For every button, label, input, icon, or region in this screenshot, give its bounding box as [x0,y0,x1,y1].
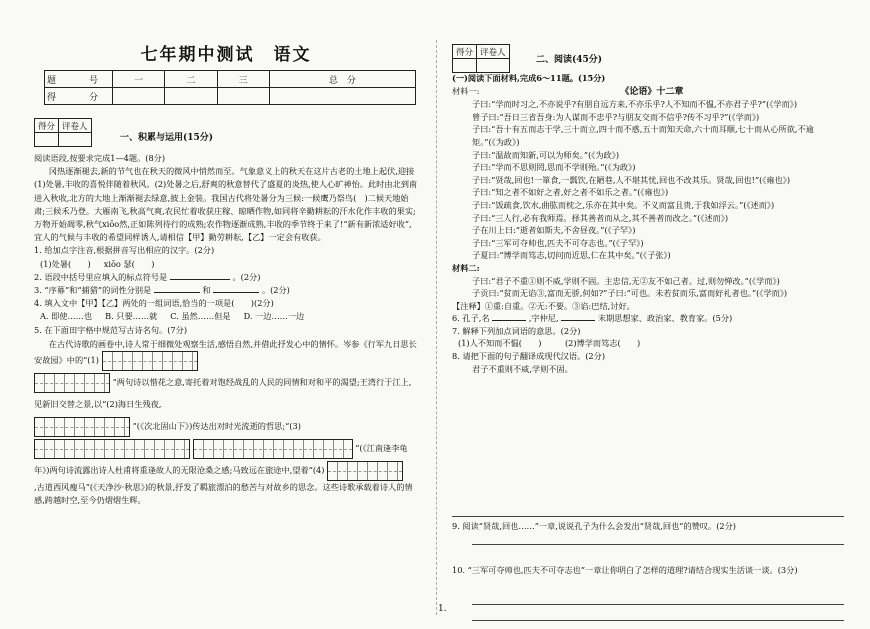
poem-text: ”(《次北固山下》)传达出对时光流逝的哲思;“(3) [132,420,301,431]
analects-item: 子曰:“学而时习之,不亦说乎?有朋自远方来,不亦乐乎?人不知而不愠,不亦君子乎?”(《学而》) [472,99,798,110]
score-table-header: 一 [113,71,165,88]
question-3-mid: 和 [202,285,211,296]
score-table [44,70,416,105]
grader-name-label: 评卷人 [477,45,510,59]
analects-item: 子曰:“贤哉,回也!一箪食,一瓢饮,在陋巷,人不堪其忧,回也不改其乐。贤哉,回也!”(《雍也》) [472,174,791,185]
question-3-tail: 。(2分) [261,285,290,296]
q7-item[interactable]: (1)人不知而不愠( ) [458,338,542,349]
analects-item: 子曰:“温故而知新,可以为师矣。”(《为政》) [472,149,620,160]
answer-line[interactable] [472,604,844,605]
answer-blank[interactable] [170,271,230,280]
score-cell[interactable] [217,88,269,105]
notes: 【注释】①重:自重。②无:不要。③谄:巴结,讨好。 [452,300,635,311]
question-5: 5. 在下面田字格中规范写古诗名句。(7分) [34,324,188,335]
question-9: 9. 阅读“贤哉,回也……”一章,说说孔子为什么会发出“贤哉,回也”的赞叹。(2分) [452,521,737,531]
analects-item: 曾子曰:“吾日三省吾身:为人谋而不忠乎?与朋友交而不信乎?传不习乎?”(《学而》) [472,111,760,122]
answer-blank[interactable] [561,312,595,321]
material2-label: 材料二: [452,262,480,273]
answer-line[interactable] [472,544,844,545]
score-cell[interactable] [269,88,415,105]
right-column [452,40,844,620]
section2-title: 二、阅读(45分) [536,55,603,65]
reading-intro: 阅读语段,按要求完成1—4题。(8分) [34,153,166,163]
question-4: 4. 填入文中【甲】【乙】两处的一组词语,恰当的一项是( )(2分) [34,298,274,309]
poem-paragraph-1 [34,337,418,371]
question-7-items [452,337,844,350]
writing-grid[interactable] [34,439,190,459]
answer-line[interactable] [472,620,844,621]
q1-item[interactable]: xiōo 瑟( ) [103,258,155,269]
left-column [34,40,418,620]
question-1-items [34,258,418,271]
q7-item[interactable]: (2)博学而笃志( ) [564,338,641,349]
poem-text: ”(《江南逢李龟年》)两句诗流露出诗人杜甫将重逢故人的无限沧桑之感;马致远在旅途中,望着“(4) [34,442,408,475]
question-3-text: 3. “序幕”和“捕猎”的词性分别是 [34,285,152,296]
score-cell[interactable] [113,88,165,105]
question-3 [34,284,418,297]
question-8-sentence: 君子不重则不威,学则不固。 [472,363,573,374]
answer-blank[interactable] [213,284,259,293]
poem-paragraph-4 [34,437,418,481]
analects-item: 子曰:“三人行,必有我师焉。择其善者而从之,其不善者而改之。”(《述而》) [472,212,729,223]
material2-item: 子曰:“君子不重①则不威,学则不固。主忠信,无②友不如己者。过,则勿惮改。”(《学而》) [472,275,780,286]
option-b[interactable]: B. 只要……就 [105,311,158,322]
grader-score-label: 得分 [453,45,477,59]
column-divider [436,40,437,615]
analects-item: 子曰:“知之者不如好之者,好之者不如乐之者。”(《雍也》) [472,187,669,198]
exam-title: 七年期中测试 语文 [140,45,312,65]
section2-subtitle: (一)阅读下面材料,完成6～11题。(15分) [452,73,606,83]
grader-name-label: 评卷人 [59,119,92,133]
question-7: 7. 解释下列加点词语的意思。(2分) [452,325,581,336]
grader-score-label: 得分 [35,119,59,133]
writing-grid[interactable] [327,461,403,481]
score-row-label: 得 分 [45,88,113,105]
poem-paragraph-5: ,古道西风瘦马”(《天净沙·秋思》)的秋景,抒发了羁旅漂泊的愁苦与对故乡的思念。这些诗歌承载着诗人的情感,跨越时空,至今仍熠熠生辉。 [34,481,413,506]
writing-grid[interactable] [102,351,198,371]
grader-name-cell[interactable] [477,59,510,73]
question-6-text-c: 末期思想家、政治家、教育家。(5分) [597,313,733,324]
material1-label: 材料一: [452,85,480,96]
option-a[interactable]: A. 即使……也 [40,311,93,322]
material2-item: 子贡曰:“贫而无谄③,富而无骄,何如?”子曰:“可也。未若贫而乐,富而好礼者也。”(《学而》) [472,288,788,299]
question-2-tail: 。(2分) [232,271,261,282]
analects-item: 子曰:“吾十有五而志于学,三十而立,四十而不惑,五十而知天命,六十而耳顺,七十而从心所欲,不逾矩。”(《为政》) [472,124,814,147]
option-c[interactable]: C. 虽然……但是 [170,311,231,322]
page-number: 1. [438,604,447,614]
question-6-text-b: ,字仲尼, [528,313,559,324]
grader-box [452,44,510,73]
analects-item: 子在川上曰:“逝者如斯夫,不舍昼夜。”(《子罕》) [472,225,636,236]
section1-body [34,152,418,507]
grader-score-cell[interactable] [453,59,477,73]
answer-blank[interactable] [154,284,200,293]
question-4-options [34,310,418,323]
analects-item: 子曰:“学而不思则罔,思而不学则殆。”(《为政》) [472,162,636,173]
analects-item: 子曰:“饭疏食,饮水,曲肱而枕之,乐亦在其中矣。不义而富且贵,于我如浮云。”(《述而》) [472,199,775,210]
question-2-text: 2. 语段中括号里应填入的标点符号是 [34,271,168,282]
writing-grid[interactable] [34,373,110,393]
answer-line[interactable] [452,516,844,517]
question-6-text: 6. 孔子,名 [452,313,490,324]
score-table-header: 总 分 [269,71,415,88]
poem-paragraph-2 [34,371,418,415]
section2-body [452,72,844,375]
question-2 [34,271,418,284]
analects-item: 子曰:“三军可夺帅也,匹夫不可夺志也。”(《子罕》) [472,237,644,248]
score-table-header: 三 [217,71,269,88]
score-table-header: 题 号 [45,71,113,88]
reading-passage: 冈热逐渐褪去,新的节气也在秋天的微风中悄然而至。气象意义上的秋天在这片古老的土地上起伏,迎接(1)处暑,丰收的喜悦伴随着秋风。(2)处暑之后,舒爽的秋意替代了盛夏的炎热,使人心旷神怡。此时由北到南进入秋收,北方的大地上渐渐褪去绿意,披上金装。我国古代将处暑分为三候:一候鹰乃祭鸟( )二候天地始肃;三候禾乃登。大雁南飞,秋高气爽,农民忙着收获庄稼、晾晒作物,如同将辛勤耕耘的汗水化作丰收的果实;万物开始凋零,秋气xiōo然,正如陈列待行的成熟;农作物逐渐成熟,丰收的季节终于来了!“新有新浓适好收”,宜人的气候与丰收的希望同样诱人,请相信【甲】勤劳耕耘,【乙】一定会有收获。 [34,166,418,243]
grader-score-cell[interactable] [35,133,59,147]
analects-item: 子夏曰:“博学而笃志,切问而近思,仁在其中矣。”(《子张》) [472,250,671,261]
section1-title: 一、积累与运用(15分) [120,133,214,143]
grader-name-cell[interactable] [59,133,92,147]
answer-blank[interactable] [492,312,526,321]
poem-text: ”两句诗以惜花之意,寄托着对饱经战乱的人民的同情和对和平的渴望;王湾行于江上,见新旧交替之景,以“(2)海日生残夜, [34,376,412,409]
question-1: 1. 给加点字注音,根据拼音写出相应的汉字。(2分) [34,245,215,256]
grader-box [34,118,92,147]
material1-header [452,85,844,99]
writing-grid[interactable] [34,417,130,437]
question-6 [452,312,844,325]
material1-title: 《论语》十二章 [620,86,684,97]
question-10: 10. “三军可夺帅也,匹夫不可夺志也”一章让你明白了怎样的道理?请结合现实生活谈一谈。(3分) [452,565,798,575]
writing-grid[interactable] [193,439,353,459]
score-cell[interactable] [165,88,217,105]
option-d[interactable]: D. 一边……一边 [243,311,305,322]
question-8: 8. 请把下面的句子翻译成现代汉语。(2分) [452,351,606,362]
poem-text: 在古代诗歌的画卷中,诗人常于细微处观察生活,感悟自然,并借此抒发心中的情怀。岑参《行军九日思长安故园》中的“(1) [34,338,417,365]
poem-paragraph-3 [34,415,418,437]
q1-item[interactable]: (1)处暑( ) [40,258,91,269]
score-table-header: 二 [165,71,217,88]
